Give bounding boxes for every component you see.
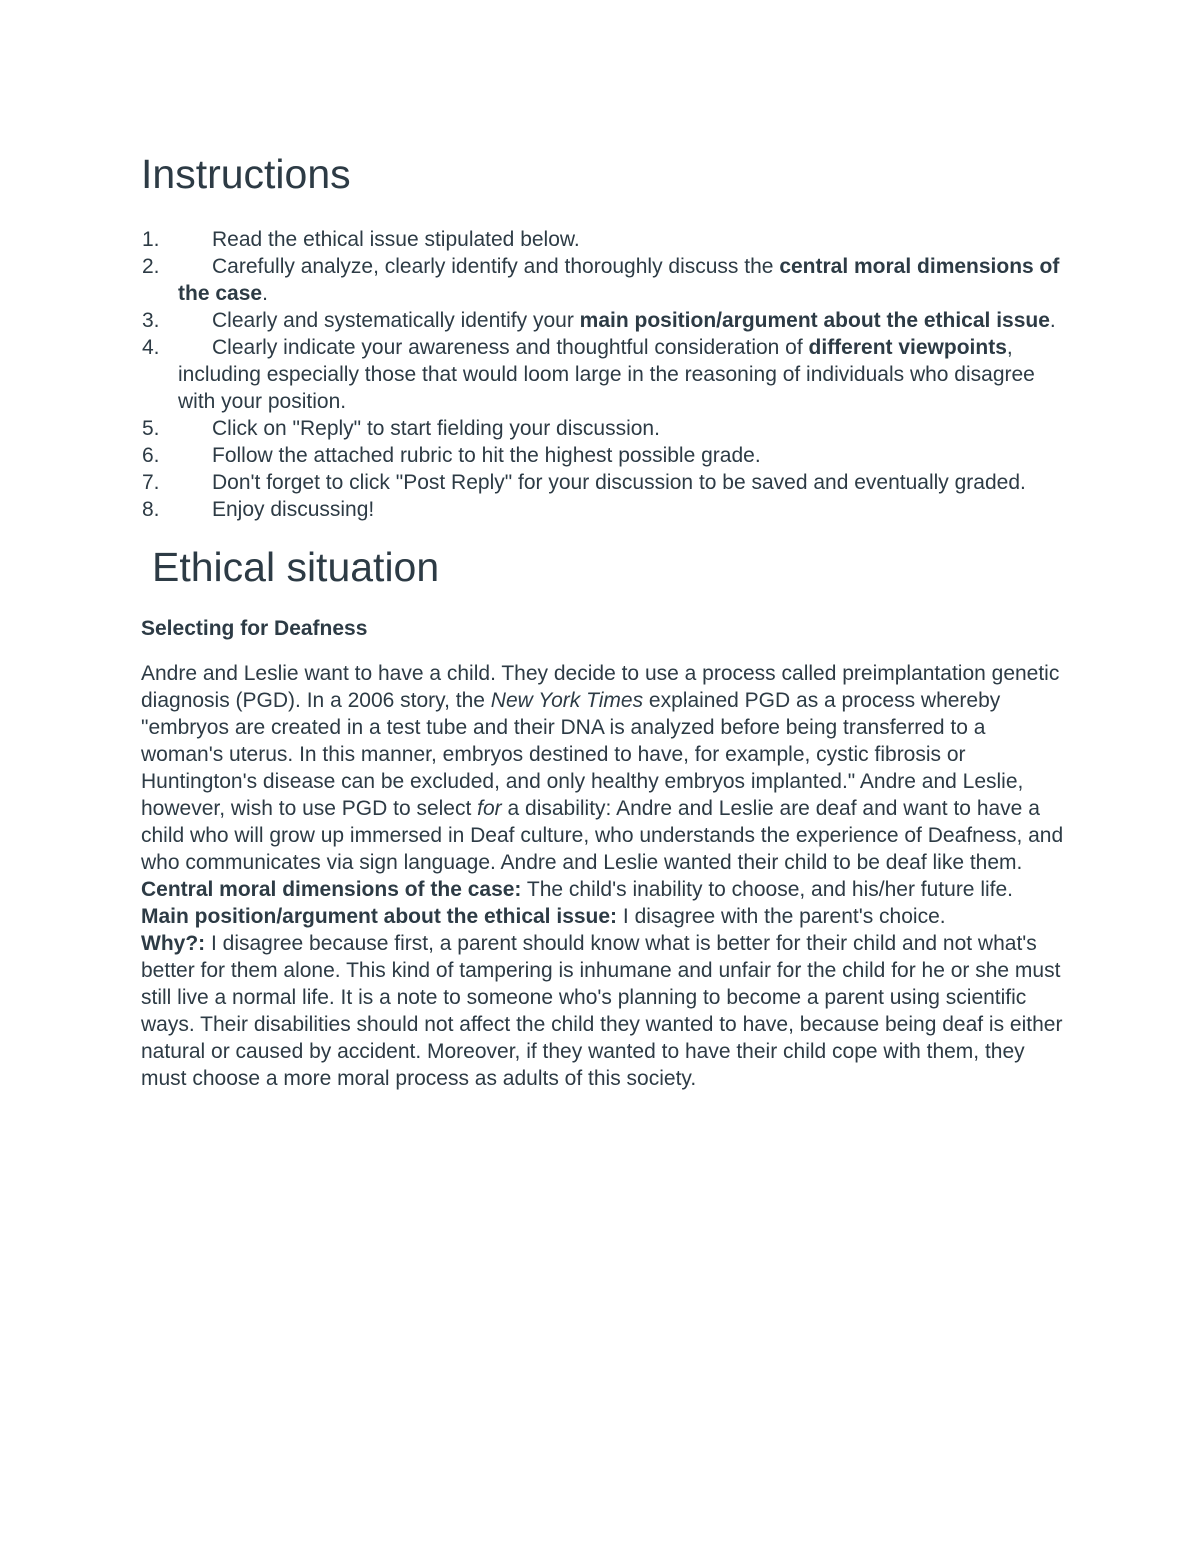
instruction-step (141, 469, 1066, 496)
step-text: Read the ethical issue stipulated below. (212, 228, 580, 251)
step-number: 5. (142, 417, 160, 440)
instructions-list (141, 226, 1066, 523)
case-italic-text: New York Times (490, 689, 644, 712)
main-position-text: I disagree with the parent's choice. (617, 905, 946, 928)
why-answer (141, 930, 1066, 1092)
case-text-run: Andre and Leslie want to have a child. They decide to use a process called preimplantation genetic diagnosis (PGD). In a 2006 story, the (141, 662, 1060, 712)
instructions-heading: Instructions (141, 151, 351, 197)
main-position-label: Main position/argument about the ethical issue: (141, 905, 618, 928)
case-description (141, 660, 1066, 876)
why-text: I disagree because first, a parent should know what is better for their child and not what's better for them alone. This kind of tampering is inhumane and unfair for the child for he or she must still live a normal life. It is a note to someone who's planning to become a parent using scientific ways. Their disabilities should not affect the child they wanted to have, because being deaf is either natural or caused by accident. Moreover, if they wanted to have their child cope with them, they must choose a more moral process as adults of this society. (141, 932, 1063, 1090)
step-number: 7. (142, 471, 160, 494)
case-title: Selecting for Deafness (141, 617, 368, 640)
step-text: Follow the attached rubric to hit the highest possible grade. (212, 444, 761, 467)
step-text: Clearly and systematically identify your (212, 309, 580, 332)
instruction-step (141, 253, 1066, 307)
step-number: 6. (142, 444, 160, 467)
moral-dimensions-answer (141, 876, 1066, 903)
main-position-answer (141, 903, 1066, 930)
step-number: 1. (142, 228, 160, 251)
why-label: Why?: (141, 932, 206, 955)
document-page (141, 150, 1066, 1092)
step-emphasis: central moral dimensions of the case (178, 255, 1060, 305)
instruction-step (141, 415, 1066, 442)
instruction-step (141, 307, 1066, 334)
step-text: Click on "Reply" to start fielding your discussion. (212, 417, 660, 440)
case-italic-text: for (477, 797, 502, 820)
step-text: . (1049, 309, 1056, 332)
step-number: 2. (142, 255, 160, 278)
ethical-situation-heading: Ethical situation (152, 544, 440, 590)
case-text-run: explained PGD as a process whereby "embryos are created in a test tube and their DNA is analyzed before being transferred to a woman's uterus. In this manner, embryos destined to have, for example, cystic fibrosis or Huntington's disease can be excluded, and only healthy embryos implanted." Andre and Leslie, however, wish to use PGD to select (141, 689, 1024, 820)
step-text: , including especially those that would loom large in the reasoning of individuals who disagree with your position. (178, 336, 1035, 413)
instruction-step (141, 442, 1066, 469)
instruction-step (141, 334, 1066, 415)
step-text: Don't forget to click "Post Reply" for your discussion to be saved and eventually graded. (212, 471, 1026, 494)
step-emphasis: main position/argument about the ethical issue (579, 309, 1050, 332)
instruction-step (141, 226, 1066, 253)
instruction-step (141, 496, 1066, 523)
step-number: 4. (142, 336, 160, 359)
moral-dimensions-label: Central moral dimensions of the case: (141, 878, 522, 901)
step-number: 3. (142, 309, 160, 332)
step-text: Clearly indicate your awareness and thoughtful consideration of (212, 336, 809, 359)
step-text: . (262, 282, 268, 305)
step-emphasis: different viewpoints (808, 336, 1007, 359)
moral-dimensions-text: The child's inability to choose, and his/her future life. (521, 878, 1013, 901)
step-text: Carefully analyze, clearly identify and thoroughly discuss the (212, 255, 780, 278)
case-text-run: a disability: Andre and Leslie are deaf and want to have a child who will grow up immersed in Deaf culture, who understands the experience of Deafness, and who communicates via sign language. Andre and Leslie wanted their child to be deaf like them. (141, 797, 1064, 874)
step-number: 8. (142, 498, 160, 521)
step-text: Enjoy discussing! (212, 498, 375, 521)
